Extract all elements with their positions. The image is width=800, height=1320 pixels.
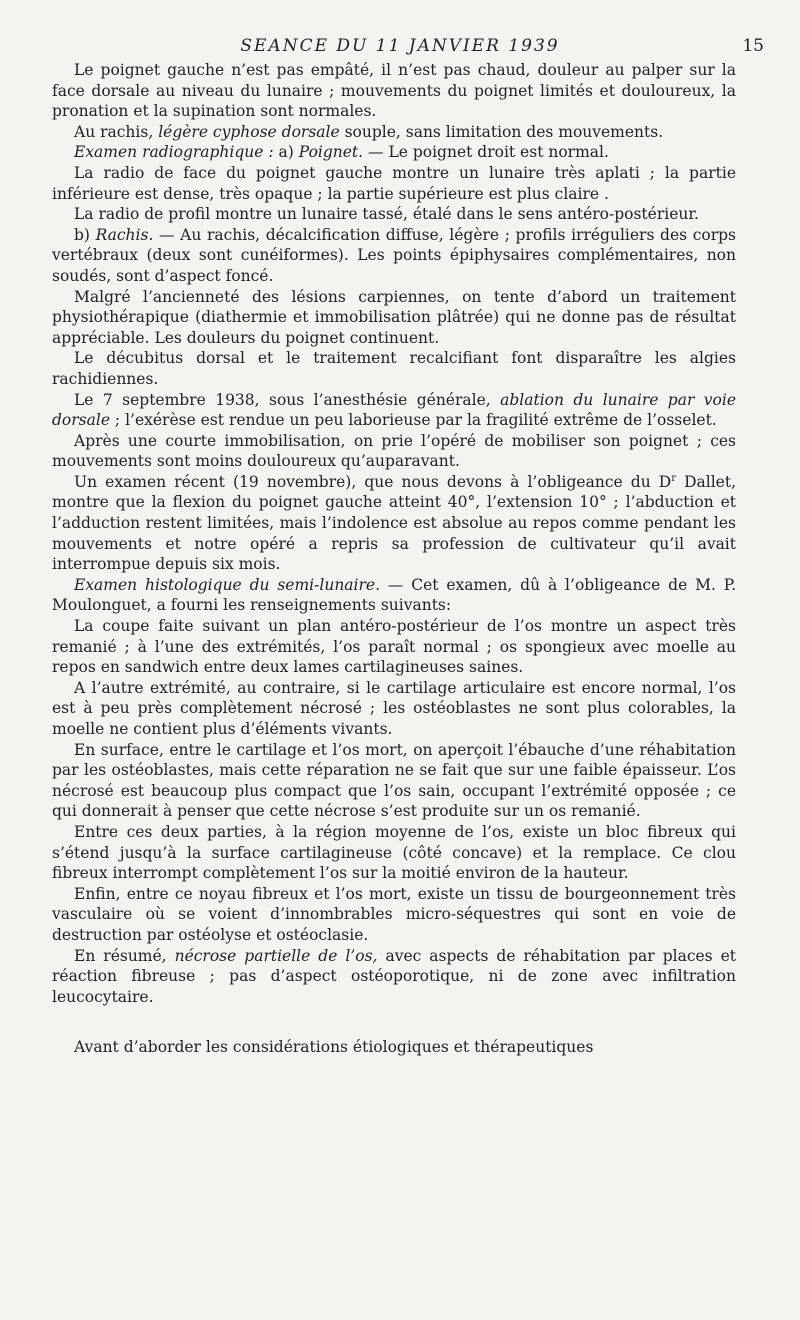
paragraph-text: Enfin, entre ce noyau fibreux et l’os mort, existe un tissu de bourgeonnement très vasculaire où se voient d’innombrables micro-séquestres qui sont en voie de destruction par ostéolyse et ostéoclasie. [52, 884, 736, 944]
paragraph-text: b) [74, 225, 96, 244]
page-number: 15 [742, 36, 764, 56]
italic-phrase: ablation du lunaire par voie dorsale [52, 390, 737, 430]
paragraph-text: souple, sans limitation des mouvements. [339, 122, 664, 141]
paragraph [52, 122, 736, 143]
paragraph-text: Le 7 septembre 1938, sous l’anesthésie générale, [74, 390, 501, 409]
italic-phrase: Examen radiographique : [74, 143, 274, 162]
paragraph-text: — Le poignet droit est normal. [363, 143, 609, 162]
italic-phrase: Poignet. [298, 143, 364, 162]
paragraph [52, 287, 736, 349]
paragraph-text: — Au rachis, décalcification diffuse, légère ; profils irréguliers des corps vertébraux (deux sont cunéiformes). Les points épiphysaires complémentaires, non soudés, sont d’aspect foncé. [52, 225, 736, 285]
paragraph [52, 225, 736, 287]
page-header [0, 36, 800, 60]
paragraph-text: a) [273, 143, 299, 162]
paragraph-text: Après une courte immobilisation, on prie l’opéré de mobiliser son poignet ; ces mouvements sont moins douloureux qu’auparavant. [52, 431, 736, 471]
paragraph [52, 204, 736, 225]
paragraph [52, 946, 736, 1008]
paragraph-text: La radio de profil montre un lunaire tassé, étalé dans le sens antéro-postérieur. [74, 205, 699, 224]
paragraph-text: Avant d’aborder les considérations étiologiques et thérapeutiques [74, 1038, 594, 1057]
paragraph [52, 431, 736, 472]
paragraph-text: A l’autre extrémité, au contraire, si le cartilage articulaire est encore normal, l’os est à peu près complètement nécrosé ; les ostéoblastes ne sont plus colorables, la moelle ne contient plus d’éléments vivants. [52, 678, 736, 738]
italic-phrase: Rachis. [95, 225, 154, 244]
paragraph [52, 472, 736, 575]
paragraph [52, 575, 736, 616]
italic-phrase: légère cyphose dorsale [158, 122, 340, 141]
paragraph [52, 822, 736, 884]
running-title: SEANCE DU 11 JANVIER 1939 [240, 36, 560, 56]
paragraph-text: En surface, entre le cartilage et l’os mort, on aperçoit l’ébauche d’une réhabitation par les ostéoblastes, mais cette réparation ne se fait que sur une faible épaisseur. L’os nécrosé est beaucoup plus compact que l’os sain, occupant l’extrémité opposée ; ce qui donnerait à penser que cette nécrose s’est produite sur un os remanié. [52, 740, 736, 821]
paragraph [52, 740, 736, 822]
paragraph [52, 348, 736, 389]
paragraph-text: — Cet examen, dû à l’obligeance de M. P. Moulonguet, a fourni les renseignements suivants: [52, 575, 736, 615]
body-text [52, 60, 736, 1058]
paragraph-text: La radio de face du poignet gauche montre un lunaire très aplati ; la partie inférieure est dense, très opaque ; la partie supérieure est plus claire . [52, 163, 736, 203]
paragraph [52, 163, 736, 204]
paragraph-text: Au rachis, [74, 122, 159, 141]
paragraph [52, 60, 736, 122]
superscript: r [671, 472, 676, 484]
paragraph [52, 616, 736, 678]
italic-phrase: Examen histologique du semi-lunaire. [74, 575, 381, 594]
paragraph-text: Le décubitus dorsal et le traitement recalcifiant font disparaître les algies rachidiennes. [52, 349, 736, 388]
paragraph-text: La coupe faite suivant un plan antéro-postérieur de l’os montre un aspect très remanié ; à l’une des extrémités, l’os paraît normal ; os spongieux avec moelle au repos en sandwich entre deux lames cartilagineuses saines. [52, 617, 736, 677]
paragraph [52, 142, 736, 163]
paragraph [52, 390, 736, 431]
paragraph-text: Malgré l’ancienneté des lésions carpiennes, on tente d’abord un traitement physiothérapique (diathermie et immobilisation plâtrée) qui ne donne pas de résultat appréciable. Les douleurs du poignet continuent. [52, 287, 736, 347]
paragraph-text: avec aspects de réhabitation par places et réaction fibreuse ; pas d’aspect ostéoporotique, ni de zone avec infiltration leucocytaire. [52, 946, 737, 1006]
paragraph [52, 884, 736, 946]
paragraph-text: Dallet, montre que la flexion du poignet gauche atteint 40°, l’extension 10° ; l’abduction et l’adduction restent limitées, mais l’indolence est absolue au repos comme pendant les mouvements et notre opéré a repris sa profession de cultivateur qu’il avait interrompue depuis six mois. [52, 472, 736, 574]
paragraph [52, 678, 736, 740]
paragraph-text: Le poignet gauche n’est pas empâté, il n’est pas chaud, douleur au palper sur la face dorsale au niveau du lunaire ; mouvements du poignet limités et douloureux, la pronation et la supination sont normales. [52, 61, 736, 121]
paragraph-text: Entre ces deux parties, à la région moyenne de l’os, existe un bloc fibreux qui s’étend jusqu’à la surface cartilagineuse (côté concave) et la remplace. Ce clou fibreux interrompt complètement l’os sur la moitié environ de la hauteur. [52, 822, 736, 883]
paragraph [52, 1037, 736, 1058]
paragraph-text: ; l’exérèse est rendue un peu laborieuse par la fragilité extrême de l’osselet. [110, 411, 717, 430]
paragraph-text: En résumé, [74, 946, 175, 965]
paragraph-text: Un examen récent (19 novembre), que nous devons à l’obligeance du D [74, 472, 672, 491]
italic-phrase: nécrose partielle de l’os, [174, 946, 378, 965]
